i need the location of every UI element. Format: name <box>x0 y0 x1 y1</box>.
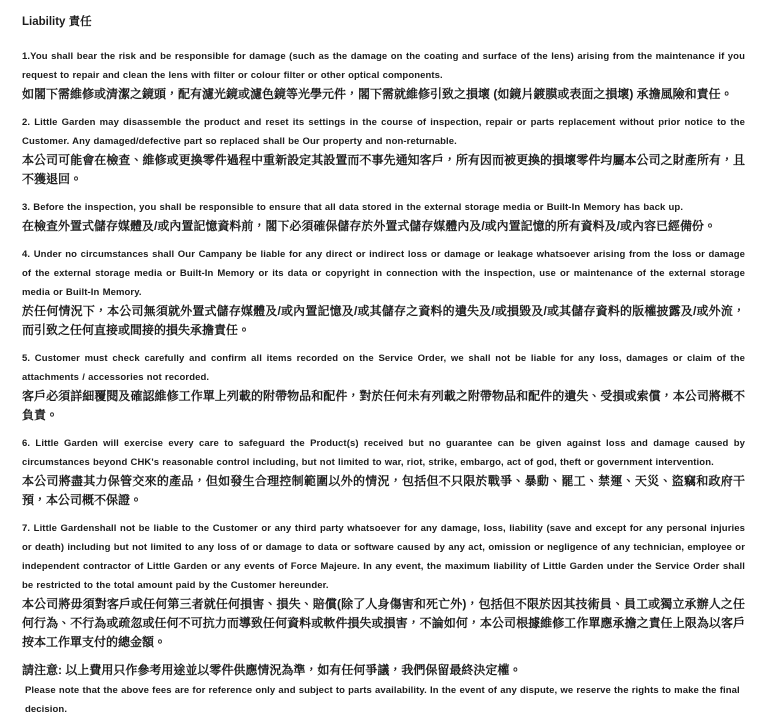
liability-paragraph-3 <box>22 198 745 236</box>
liability-paragraph-1 <box>22 47 745 104</box>
paragraph-4-chinese: 於任何情況下，本公司無須就外置式儲存媒體及/或內置記憶及/或其儲存之資料的遺失及/或損毀及/或其儲存資料的版權披露及/或外流，而引致之任何直接或間接的損失承擔責任。 <box>22 304 745 337</box>
liability-paragraph-4 <box>22 245 745 340</box>
footer-note-chinese: 請注意: 以上費用只作參考用途並以零件供應情況為準，如有任何爭議，我們保留最終決定權。 <box>22 663 522 677</box>
paragraph-3-english: 3. Before the inspection, you shall be responsible to ensure that all data stored in the external storage media or Built-In Memory has back up. <box>22 202 684 213</box>
liability-paragraph-6 <box>22 434 745 510</box>
paragraph-1-english: 1.You shall bear the risk and be responsible for damage (such as the damage on the coating and surface of the lens) arising from the maintenance if you request to repair and clean the lens with filter or colour filter or other optical components. <box>22 51 745 81</box>
document-title: Liability 責任 <box>22 16 92 28</box>
paragraph-2-chinese: 本公司可能會在檢查、維修或更換零件過程中重新設定其設置而不事先通知客戶，所有因而被更換的損壞零件均屬本公司之財產所有，且不獲退回。 <box>22 153 745 186</box>
liability-paragraph-2 <box>22 113 745 189</box>
paragraph-6-chinese: 本公司將盡其力保管交來的產品，但如發生合理控制範圍以外的情況，包括但不只限於戰爭、暴動、罷工、禁運、天災、盜竊和政府干預，本公司概不保證。 <box>22 474 745 507</box>
paragraph-3-chinese: 在檢查外置式儲存媒體及/或內置記憶資料前，閣下必須確保儲存於外置式儲存媒體內及/或內置記憶的所有資料及/或內容已經備份。 <box>22 219 717 233</box>
liability-paragraph-7 <box>22 519 745 652</box>
paragraph-5-chinese: 客戶必須詳細覆閱及確認維修工作單上列載的附帶物品和配件，對於任何未有列載之附帶物品和配件的遺失、受損或索償，本公司將概不負責。 <box>22 389 745 422</box>
paragraph-4-english: 4. Under no circumstances shall Our Campany be liable for any direct or indirect loss or damage or leakage whatsoever arising from the loss or damage of the external storage media or Built-In Memory or its data or copyright in connection with the inspection, use or maintenance of the external storage media or Built-In Memory. <box>22 249 745 298</box>
footer-note-english: Please note that the above fees are for reference only and subject to parts availability. In the event of any dispute, we reserve the rights to make the final decision. <box>25 685 740 715</box>
paragraph-2-english: 2. Little Garden may disassemble the product and reset its settings in the course of inspection, repair or parts replacement without prior notice to the Customer. Any damaged/defective part so replaced shall be Our property and non-returnable. <box>22 117 745 147</box>
liability-paragraph-5 <box>22 349 745 425</box>
paragraph-6-english: 6. Little Garden will exercise every care to safeguard the Product(s) received but no guarantee can be given against loss and damage caused by circumstances beyond CHK's reasonable control including, but not limited to war, riot, strike, embargo, act of god, theft or government intervention. <box>22 438 745 468</box>
paragraph-1-chinese: 如閣下需維修或清潔之鏡頭，配有濾光鏡或濾色鏡等光學元件，閣下需就維修引致之損壞 (如鏡片鍍膜或表面之損壞) 承擔風險和責任。 <box>22 87 733 101</box>
paragraph-5-english: 5. Customer must check carefully and confirm all items recorded on the Service Order, we shall not be liable for any loss, damages or claim of the attachments / accessories not recorded. <box>22 353 745 383</box>
paragraph-7-chinese: 本公司將毋須對客戶或任何第三者就任何損害、損失、賠償(除了人身傷害和死亡外)，包括但不限於因其技術員、員工或獨立承辦人之任何行為、不行為或疏忽或任何不可抗力而導致任何資料或軟件損失或損害，不論如何，本公司根據維修工作單應承擔之責任上限為以客戶按本工作單支付的總金額。 <box>22 597 745 649</box>
paragraph-7-english: 7. Little Gardenshall not be liable to the Customer or any third party whatsoever for any damage, loss, liability (save and except for any personal injuries or death) including but not limited to any loss of or damage to data or software caused by any act, omission or negligence of any technician, employee or independent contractor of Little Garden or any events of Force Majeure. In any event, the maximum liability of Little Garden under the Service Order shall be restricted to the total amount paid by the Customer hereunder. <box>22 523 745 591</box>
footer-note <box>22 661 745 719</box>
